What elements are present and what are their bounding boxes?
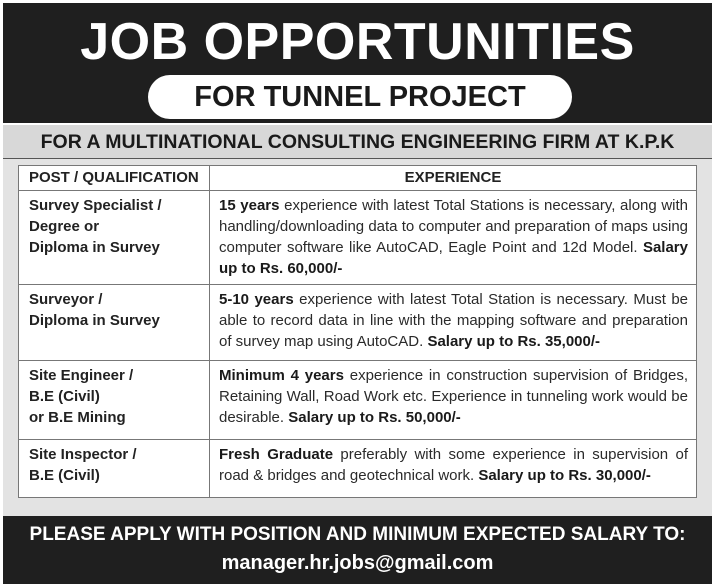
firm-description: FOR A MULTINATIONAL CONSULTING ENGINEERING FIRM AT K.P.K — [3, 125, 712, 159]
experience-lead: 5-10 years — [219, 291, 294, 308]
experience-cell — [210, 191, 697, 285]
experience-text: experience in construction supervision of Bridges, Retaining Wall, Road Work etc. Experience in tunneling work would be desirable. — [219, 367, 688, 426]
post-column-header: POST / QUALIFICATION — [19, 166, 210, 191]
experience-lead: Fresh Graduate — [219, 446, 334, 463]
experience-text: preferably with some experience in supervision of road & bridges and geotechnical work. — [219, 446, 688, 484]
table-row — [19, 361, 697, 440]
salary-text: Salary up to Rs. 50,000/- — [288, 409, 461, 426]
salary-text: Salary up to Rs. 35,000/- — [427, 333, 601, 350]
post-cell — [19, 361, 210, 440]
experience-column-header: EXPERIENCE — [210, 166, 697, 191]
post-line: Diploma in Survey — [29, 312, 160, 329]
post-line: Surveyor / — [29, 291, 103, 308]
salary-text: Salary up to Rs. 60,000/- — [219, 239, 688, 277]
post-line: Degree or — [29, 218, 100, 235]
table-row — [19, 191, 697, 285]
experience-text: experience with latest Total Stations is necessary, along with handling/downloading data to computer and preparation of maps using computer software like AutoCAD, Eagle Point and 12d Model. — [219, 197, 689, 256]
post-line: Site Engineer / — [29, 367, 134, 384]
post-line: Survey Specialist / — [29, 197, 162, 214]
post-line: B.E (Civil) — [29, 467, 100, 484]
experience-lead: 15 years — [219, 197, 280, 214]
jobs-table-section — [3, 159, 712, 516]
post-line: Site Inspector / — [29, 446, 137, 463]
header-banner — [3, 3, 712, 123]
post-cell — [19, 191, 210, 285]
table-row — [19, 285, 697, 361]
post-cell — [19, 440, 210, 498]
apply-instruction: PLEASE APPLY WITH POSITION AND MINIMUM EXPECTED SALARY TO: — [29, 524, 686, 545]
post-cell — [19, 285, 210, 361]
jobs-table — [18, 165, 697, 498]
footer-banner — [3, 516, 712, 584]
experience-cell — [210, 440, 697, 498]
table-header-row — [19, 166, 697, 191]
page-subtitle: FOR TUNNEL PROJECT — [148, 75, 572, 119]
contact-email: manager.hr.jobs@gmail.com — [221, 552, 494, 574]
post-line: Diploma in Survey — [29, 239, 160, 256]
experience-text: experience with latest Total Station is necessary. Must be able to record data in line with the mapping software and preparation of survey map using AutoCAD. — [219, 291, 689, 350]
experience-lead: Minimum 4 years — [219, 367, 344, 384]
page-title: JOB OPPORTUNITIES — [80, 13, 635, 71]
post-line: or B.E Mining — [29, 409, 126, 426]
experience-cell — [210, 285, 697, 361]
post-line: B.E (Civil) — [29, 388, 100, 405]
experience-cell — [210, 361, 697, 440]
salary-text: Salary up to Rs. 30,000/- — [478, 467, 651, 484]
table-row — [19, 440, 697, 498]
